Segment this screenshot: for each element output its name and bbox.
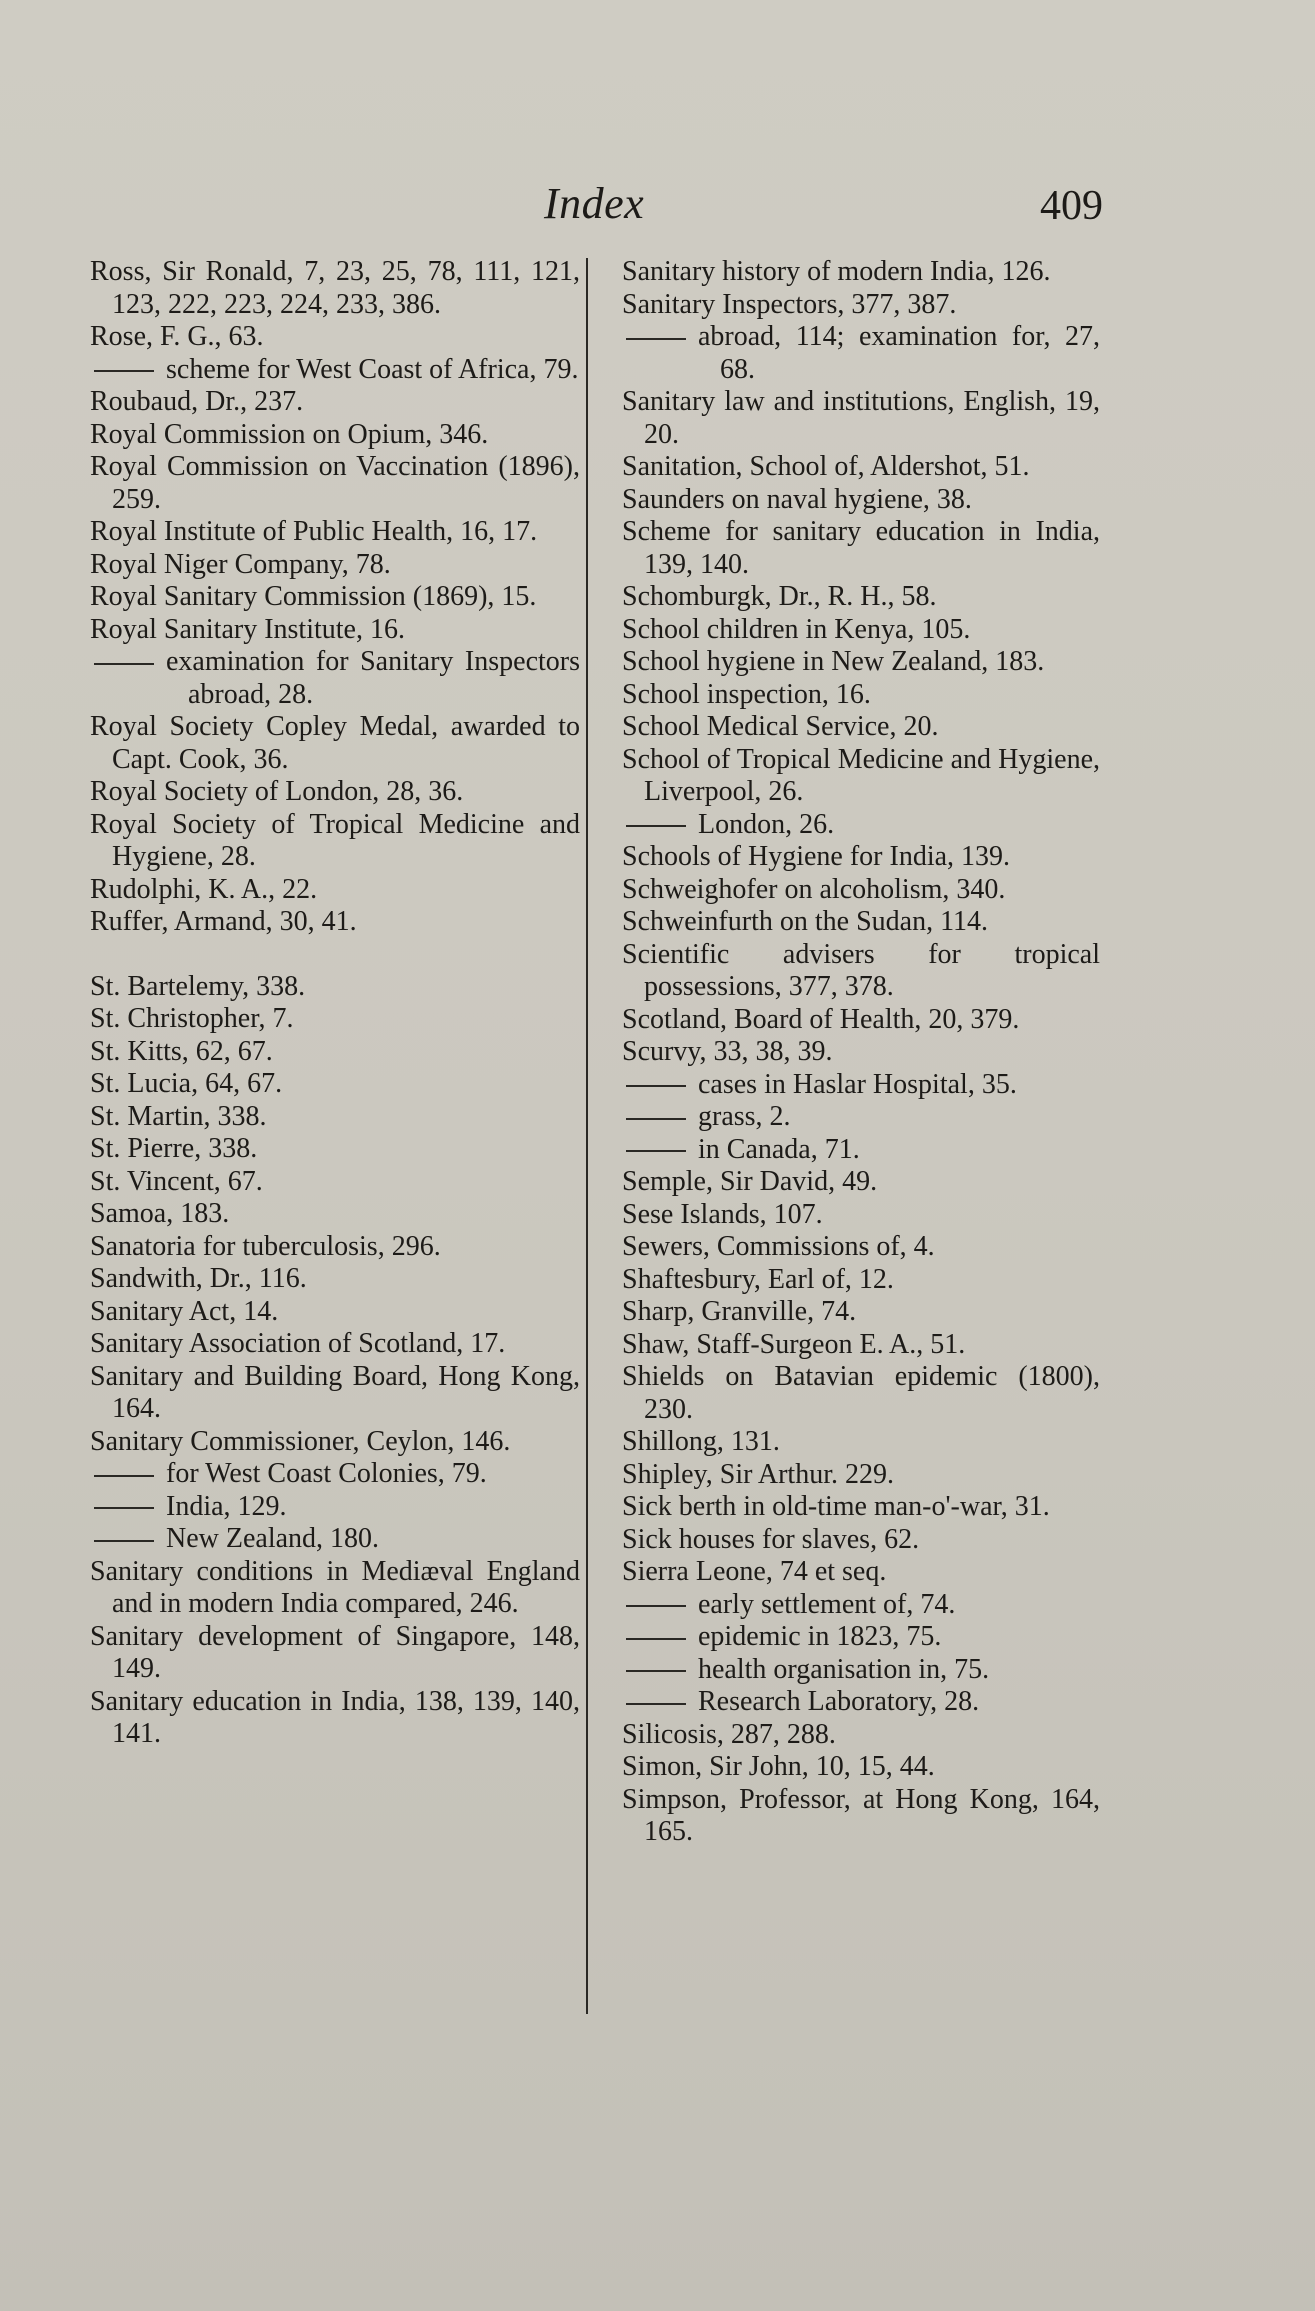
index-entry (90, 386, 580, 419)
entry-text: School children in Kenya, 105. (622, 613, 971, 645)
ditto-dash (626, 1118, 686, 1120)
entry-text: Royal Society Copley Medal, awarded to Capt. Cook, 36. (90, 711, 580, 775)
entry-text: Sanitary history of modern India, 126. (622, 256, 1051, 287)
index-subentry (622, 321, 1100, 386)
index-entry (90, 1296, 580, 1329)
index-entry (622, 1361, 1100, 1426)
entry-text: Sanitary conditions in Mediæval England and in modern India compared, 246. (90, 1555, 580, 1619)
page-title: Index (544, 179, 645, 228)
ditto-dash (626, 1638, 686, 1640)
entry-text: Research Laboratory, 28. (698, 1686, 980, 1717)
entry-text: St. Martin, 338. (90, 1100, 267, 1132)
entry-text: London, 26. (698, 808, 835, 840)
entry-text: Royal Niger Company, 78. (90, 548, 391, 580)
entry-text: St. Kitts, 62, 67. (90, 1035, 273, 1067)
entry-text: Ross, Sir Ronald, 7, 23, 25, 78, 111, 121, 123, 222, 223, 224, 233, 386. (90, 256, 580, 320)
index-entry (90, 321, 580, 354)
entry-text: Royal Commission on Opium, 346. (90, 418, 489, 450)
index-entry (90, 1101, 580, 1134)
entry-text: School Medical Service, 20. (622, 711, 939, 742)
index-entry (90, 874, 580, 907)
index-entry (90, 1556, 580, 1621)
entry-text: Scurvy, 33, 38, 39. (622, 1036, 833, 1067)
entry-text: India, 129. (166, 1490, 287, 1522)
index-entry (90, 1003, 580, 1036)
index-entry (622, 1751, 1100, 1784)
index-entry (90, 256, 580, 321)
entry-text: St. Pierre, 338. (90, 1133, 258, 1164)
entry-text: School hygiene in New Zealand, 183. (622, 646, 1045, 677)
entry-text: Royal Commission on Vaccination (1896), 259. (90, 451, 580, 515)
entry-text: scheme for West Coast of Africa, 79. (166, 353, 579, 385)
index-subentry (90, 1523, 580, 1556)
entry-text: grass, 2. (698, 1101, 791, 1132)
entry-text: Sharp, Granville, 74. (622, 1296, 857, 1327)
index-entry (90, 581, 580, 614)
entry-text: St. Vincent, 67. (90, 1165, 263, 1197)
index-entry (90, 1166, 580, 1199)
ditto-dash (626, 1085, 686, 1087)
entry-text: Sandwith, Dr., 116. (90, 1263, 307, 1294)
entry-text: Shields on Batavian epidemic (1800), 230. (622, 1361, 1100, 1425)
entry-text: Sanitary Inspectors, 377, 387. (622, 288, 957, 320)
index-entry (622, 1296, 1100, 1329)
index-entry (622, 1264, 1100, 1297)
entry-text: in Canada, 71. (698, 1133, 860, 1165)
index-entry (622, 1166, 1100, 1199)
entry-text: Saunders on naval hygiene, 38. (622, 483, 972, 515)
index-subentry (622, 1621, 1100, 1654)
index-entry (622, 841, 1100, 874)
index-subentry (90, 1491, 580, 1524)
ditto-dash (94, 663, 154, 665)
index-entry (90, 1036, 580, 1069)
ditto-dash (94, 1507, 154, 1509)
index-entry (90, 1328, 580, 1361)
ditto-dash (94, 1475, 154, 1477)
index-entry (622, 1199, 1100, 1232)
index-entry (622, 1524, 1100, 1557)
entry-text: Rudolphi, K. A., 22. (90, 873, 318, 905)
entry-text: Schweighofer on alcoholism, 340. (622, 873, 1006, 905)
entry-text: Sanitary Commissioner, Ceylon, 146. (90, 1425, 511, 1457)
entry-text: Royal Society of Tropical Medicine and Hygiene, 28. (90, 808, 580, 872)
index-column-right (622, 256, 1100, 1849)
index-entry (90, 1263, 580, 1296)
ditto-dash (626, 1605, 686, 1607)
entry-text: Sanitary Association of Scotland, 17. (90, 1328, 506, 1359)
entry-text: Roubaud, Dr., 237. (90, 386, 304, 417)
entry-text: Shaw, Staff-Surgeon E. A., 51. (622, 1328, 966, 1360)
ditto-dash (626, 1150, 686, 1152)
ditto-dash (626, 1703, 686, 1705)
entry-text: St. Bartelemy, 338. (90, 970, 306, 1002)
entry-text: abroad, 114; examination for, 27, 68. (698, 321, 1100, 385)
entry-text: Sanatoria for tuberculosis, 296. (90, 1230, 441, 1262)
index-subentry (622, 1134, 1100, 1167)
index-entry (622, 1329, 1100, 1362)
index-entry (90, 809, 580, 874)
index-entry (90, 614, 580, 647)
index-entry (622, 1556, 1100, 1589)
entry-text: Sick houses for slaves, 62. (622, 1523, 920, 1555)
index-subentry (90, 646, 580, 711)
entry-text: Sanitary development of Singapore, 148, 149. (90, 1620, 580, 1684)
entry-text: health organisation in, 75. (698, 1653, 990, 1685)
index-entry (90, 1621, 580, 1686)
entry-text: School inspection, 16. (622, 678, 871, 710)
index-entry (622, 939, 1100, 1004)
index-entry (90, 1426, 580, 1459)
index-entry (90, 1361, 580, 1426)
index-entry (90, 971, 580, 1004)
index-subentry (622, 1101, 1100, 1134)
entry-text: Scotland, Board of Health, 20, 379. (622, 1003, 1020, 1035)
entry-text: School of Tropical Medicine and Hygiene, Liverpool, 26. (622, 743, 1100, 807)
entry-text: Sanitary education in India, 138, 139, 140, 141. (90, 1685, 580, 1749)
index-entry (622, 1491, 1100, 1524)
entry-text: New Zealand, 180. (166, 1523, 380, 1554)
entry-text: Scheme for sanitary education in India, 139, 140. (622, 516, 1100, 580)
running-head (0, 178, 1315, 238)
entry-text: Sanitary law and institutions, English, 19, 20. (622, 386, 1100, 450)
index-entry (622, 614, 1100, 647)
index-entry (622, 744, 1100, 809)
entry-text: Royal Society of London, 28, 36. (90, 776, 464, 807)
index-entry (622, 256, 1100, 289)
index-entry (622, 1459, 1100, 1492)
entry-text: examination for Sanitary Inspectors abroad, 28. (166, 646, 580, 710)
entry-text: Sanitary and Building Board, Hong Kong, 164. (90, 1360, 580, 1424)
entry-text: Simpson, Professor, at Hong Kong, 164, 165. (622, 1783, 1100, 1847)
index-entry (90, 776, 580, 809)
entry-text: Schools of Hygiene for India, 139. (622, 841, 1011, 872)
index-entry (90, 516, 580, 549)
index-entry (622, 874, 1100, 907)
index-subentry (622, 1686, 1100, 1719)
index-subentry (622, 1589, 1100, 1622)
index-entry (622, 484, 1100, 517)
index-entry (622, 646, 1100, 679)
entry-text: Sick berth in old-time man-o'-war, 31. (622, 1491, 1050, 1522)
entry-text: Scientific advisers for tropical possessions, 377, 378. (622, 938, 1100, 1002)
entry-text: Rose, F. G., 63. (90, 321, 264, 352)
index-entry (90, 1231, 580, 1264)
column-divider (586, 258, 588, 2014)
entry-text: early settlement of, 74. (698, 1588, 956, 1620)
index-entry (622, 1784, 1100, 1849)
index-entry (90, 451, 580, 516)
entry-text: Sanitation, School of, Aldershot, 51. (622, 451, 1030, 482)
index-entry (622, 679, 1100, 712)
entry-text: Royal Institute of Public Health, 16, 17. (90, 516, 538, 547)
entry-text: Ruffer, Armand, 30, 41. (90, 906, 357, 937)
entry-text: Sese Islands, 107. (622, 1198, 823, 1230)
index-entry (622, 1426, 1100, 1459)
index-entry (90, 419, 580, 452)
index-entry (622, 1036, 1100, 1069)
entry-text: Sierra Leone, 74 et seq. (622, 1556, 887, 1587)
entry-text: Samoa, 183. (90, 1198, 230, 1229)
index-subentry (622, 1069, 1100, 1102)
index-entry (622, 289, 1100, 322)
index-entry (622, 451, 1100, 484)
entry-text: Shaftesbury, Earl of, 12. (622, 1263, 894, 1295)
entry-text: Simon, Sir John, 10, 15, 44. (622, 1751, 935, 1782)
entry-text: Sanitary Act, 14. (90, 1295, 279, 1327)
ditto-dash (626, 1670, 686, 1672)
entry-text: Semple, Sir David, 49. (622, 1166, 878, 1197)
entry-text: Shipley, Sir Arthur. 229. (622, 1458, 894, 1490)
entry-text: Schweinfurth on the Sudan, 114. (622, 906, 989, 937)
index-entry (622, 906, 1100, 939)
entry-text: Royal Sanitary Commission (1869), 15. (90, 581, 537, 612)
index-subentry (622, 1654, 1100, 1687)
index-entry (622, 1004, 1100, 1037)
entry-text: Schomburgk, Dr., R. H., 58. (622, 581, 937, 612)
index-entry (90, 549, 580, 582)
index-column-left (90, 256, 580, 1751)
entry-text: St. Christopher, 7. (90, 1003, 294, 1034)
index-entry (622, 386, 1100, 451)
index-subentry (90, 354, 580, 387)
index-entry (90, 711, 580, 776)
entry-text: cases in Haslar Hospital, 35. (698, 1068, 1017, 1100)
index-entry (90, 1686, 580, 1751)
entry-text: Shillong, 131. (622, 1426, 780, 1457)
entry-text: for West Coast Colonies, 79. (166, 1458, 487, 1489)
index-entry (90, 1198, 580, 1231)
ditto-dash (626, 825, 686, 827)
index-entry (90, 1133, 580, 1166)
index-entry (622, 581, 1100, 614)
ditto-dash (94, 1540, 154, 1542)
index-entry (622, 1719, 1100, 1752)
index-entry (622, 1231, 1100, 1264)
index-subentry (90, 1458, 580, 1491)
entry-text: Sewers, Commissions of, 4. (622, 1231, 935, 1262)
entry-text: epidemic in 1823, 75. (698, 1621, 942, 1652)
index-entry (90, 1068, 580, 1101)
entry-text: St. Lucia, 64, 67. (90, 1068, 283, 1099)
ditto-dash (626, 338, 686, 340)
section-gap (90, 939, 580, 971)
ditto-dash (94, 370, 154, 372)
entry-text: Royal Sanitary Institute, 16. (90, 613, 405, 645)
index-entry (622, 711, 1100, 744)
index-entry (622, 516, 1100, 581)
index-entry (90, 906, 580, 939)
entry-text: Silicosis, 287, 288. (622, 1718, 836, 1750)
page-number: 409 (1040, 183, 1103, 229)
index-subentry (622, 809, 1100, 842)
